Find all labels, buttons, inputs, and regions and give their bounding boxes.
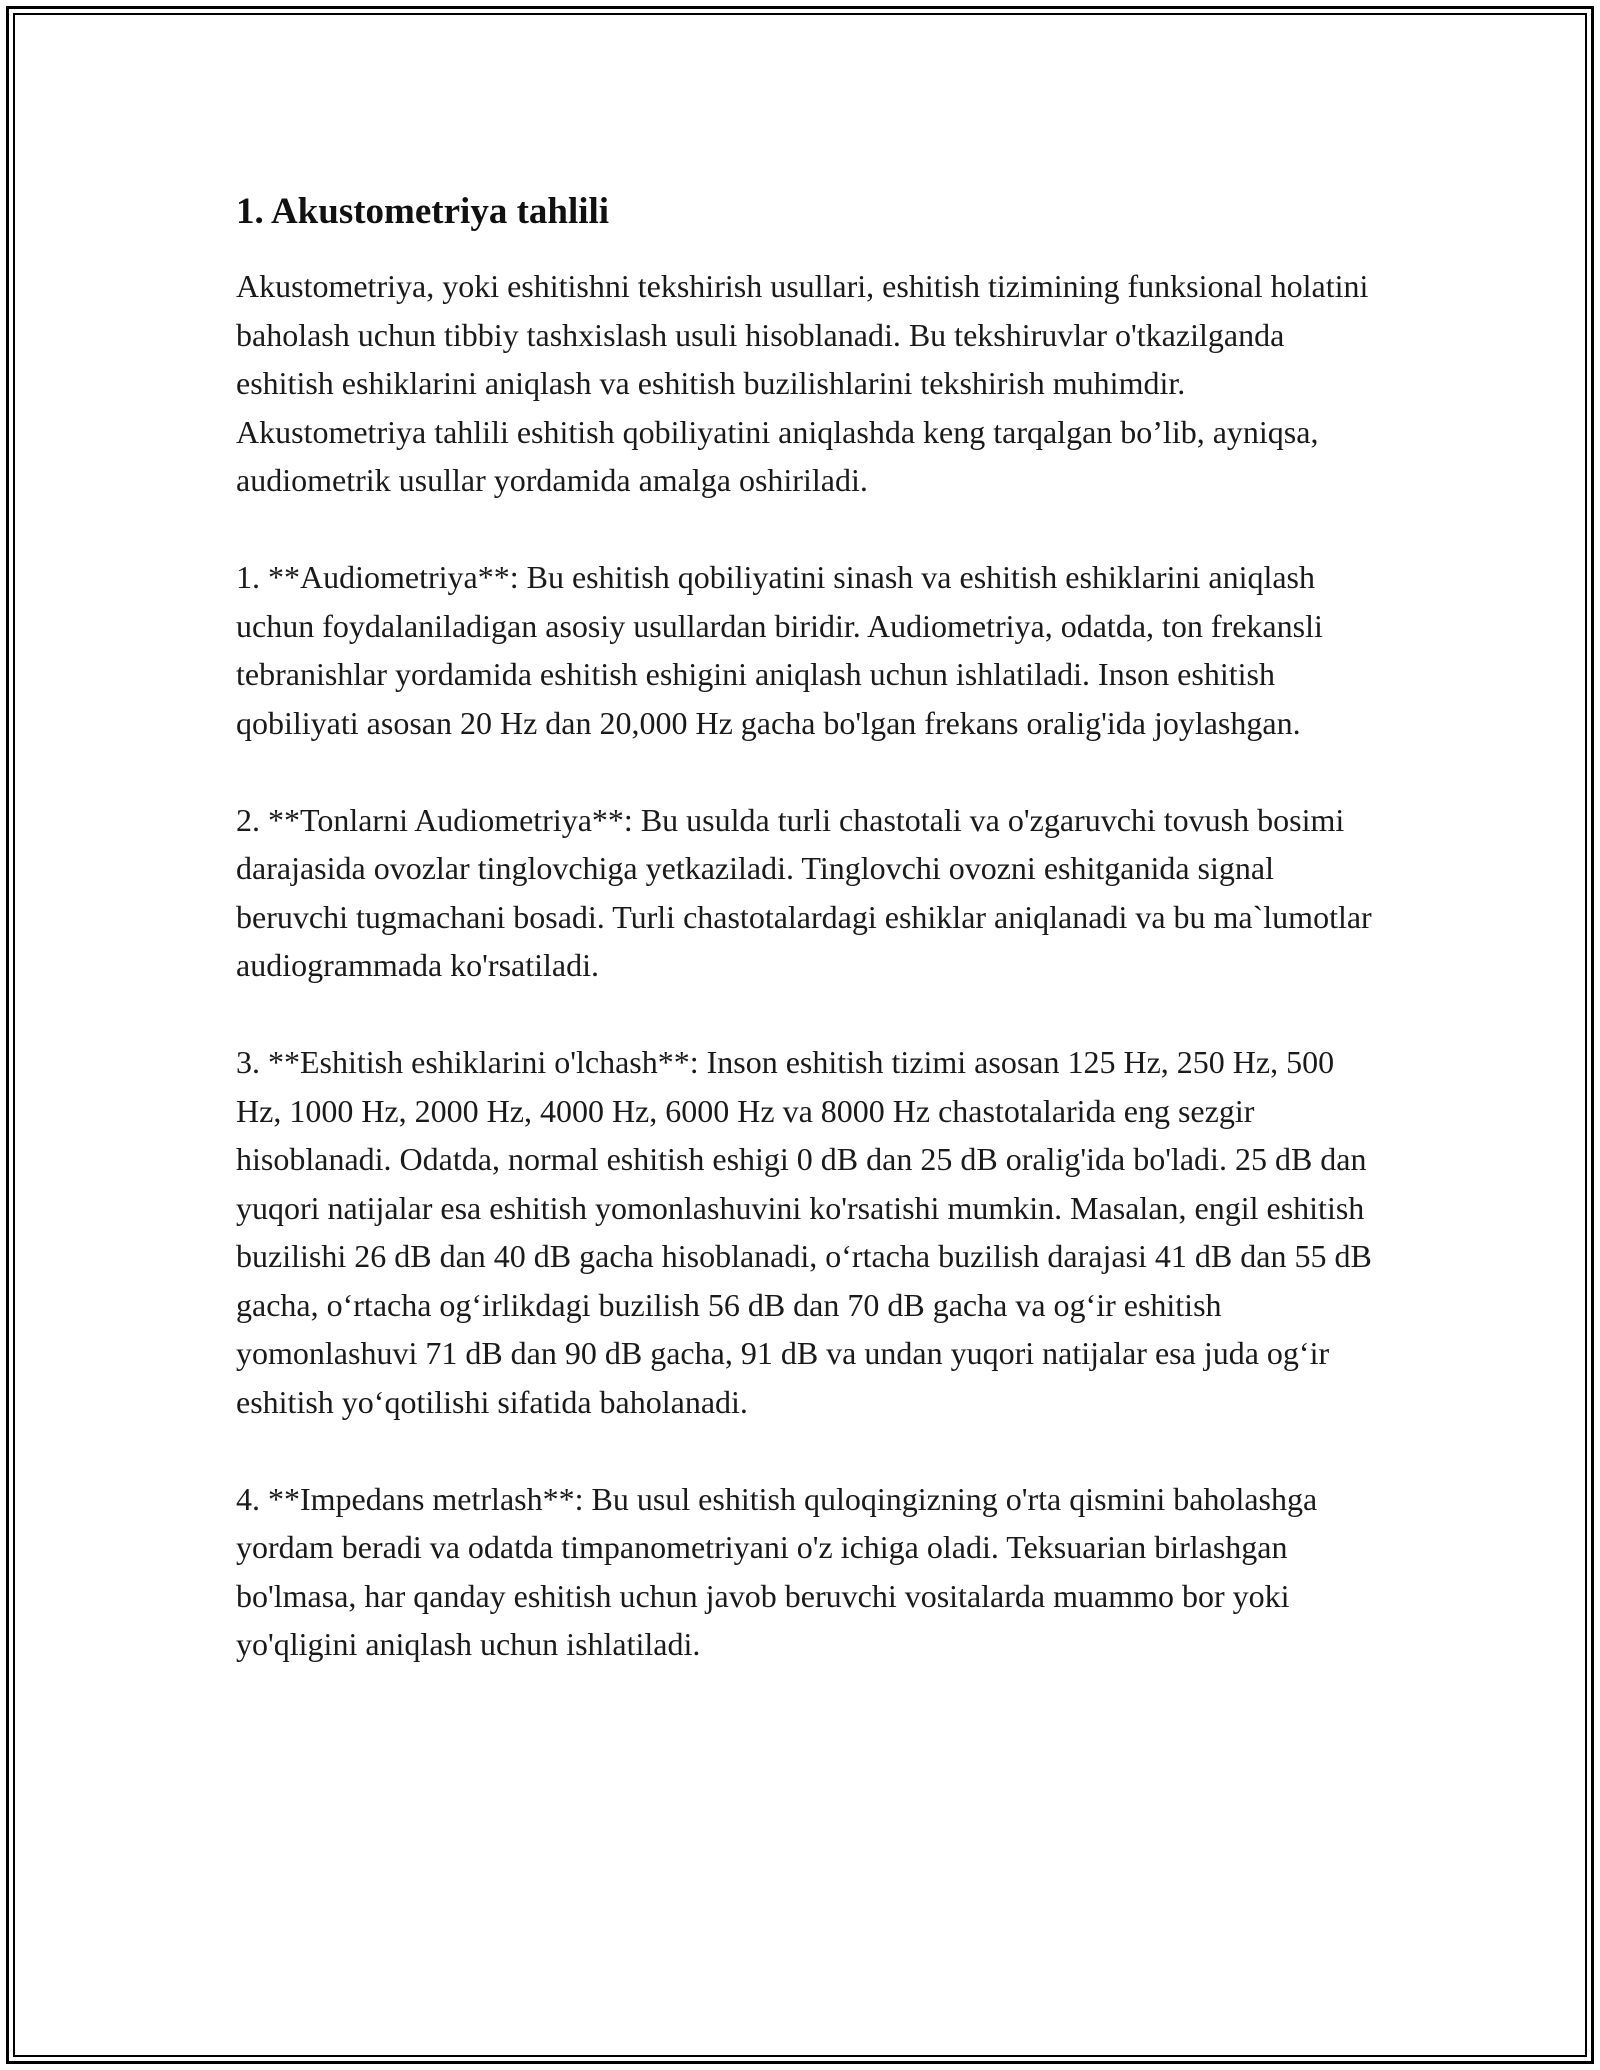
- impedance-paragraph: 4. **Impedans metrlash**: Bu usul eshitish quloqingizning o'rta qismini baholashga yordam beradi va odatda timpanometriyani o'z ichiga oladi. Teksuarian birlashgan bo'lmasa, har qanday eshitish uchun javob beruvchi vositalarda muammo bor yoki yo'qligini aniqlash uchun ishlatiladi.: [236, 1480, 1318, 1662]
- tone-audiometry-paragraph: 2. **Tonlarni Audiometriya**: Bu usulda turli chastotali va o'zgaruvchi tovush bosimi darajasida ovozlar tinglovchiga yetkaziladi. Tinglovchi ovozni eshitganida signal beruvchi tugmachani bosadi. Turli chastotalardagi eshiklar aniqlanadi va bu ma`lumotlar audiogrammada ko'rsatiladi.: [236, 801, 1372, 983]
- intro-paragraph: Akustometriya, yoki eshitishni tekshirish usullari, eshitish tizimining funksional holatini baholash uchun tibbiy tashxislash usuli hisoblanadi. Bu tekshiruvlar o'tkazilganda eshitish eshiklarini aniqlash va eshitish buzilishlarini tekshirish muhimdir. Akustometriya tahlili eshitish qobiliyatini aniqlashda keng tarqalgan bo’lib, ayniqsa, audiometrik usullar yordamida amalga oshiriladi.: [236, 268, 1369, 498]
- document-body: [236, 188, 1376, 1669]
- section-heading: 1. Akustometriya tahlili: [236, 191, 610, 232]
- threshold-measurement-paragraph: 3. **Eshitish eshiklarini o'lchash**: Inson eshitish tizimi asosan 125 Hz, 250 Hz, 500 Hz, 1000 Hz, 2000 Hz, 4000 Hz, 6000 Hz va 8000 Hz chastotalarida eng sezgir hisoblanadi. Odatda, normal eshitish eshigi 0 dB dan 25 dB oralig'ida bo'ladi. 25 dB dan yuqori natijalar esa eshitish yomonlashuvini ko'rsatishi mumkin. Masalan, engil eshitish buzilishi 26 dB dan 40 dB gacha hisoblanadi, o‘rtacha buzilish darajasi 41 dB dan 55 dB gacha, o‘rtacha og‘irlikdagi buzilish 56 dB dan 70 dB gacha va og‘ir eshitish yomonlashuvi 71 dB dan 90 dB gacha, 91 dB va undan yuqori natijalar esa juda og‘ir eshitish yo‘qotilishi sifatida baholanadi.: [236, 1044, 1372, 1420]
- audiometry-paragraph: 1. **Audiometriya**: Bu eshitish qobiliyatini sinash va eshitish eshiklarini aniqlash uchun foydalaniladigan asosiy usullardan biridir. Audiometriya, odatda, ton frekansli tebranishlar yordamida eshitish eshigini aniqlash uchun ishlatiladi. Inson eshitish qobiliyati asosan 20 Hz dan 20,000 Hz gacha bo'lgan frekans oralig'ida joylashgan.: [236, 559, 1323, 741]
